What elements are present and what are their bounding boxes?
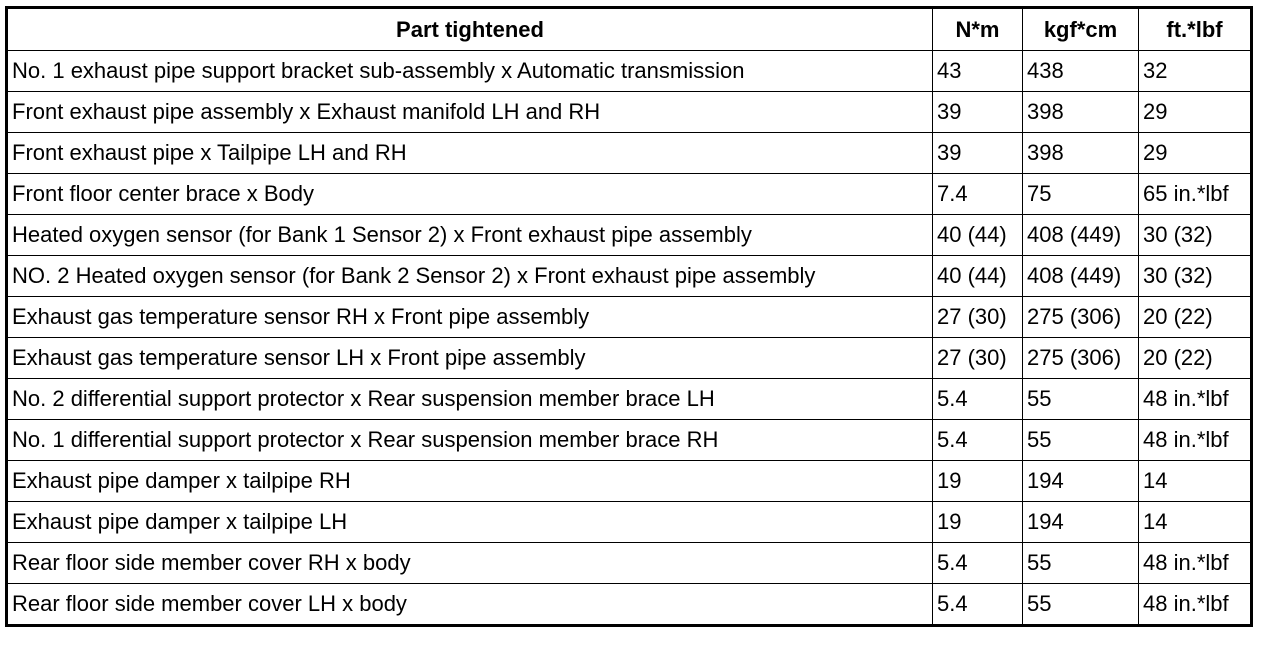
part-cell: Exhaust gas temperature sensor RH x Front pipe assembly (7, 297, 933, 338)
table-row (7, 256, 1252, 297)
kgf-cm-cell: 55 (1023, 420, 1139, 461)
nm-cell: 39 (933, 133, 1023, 174)
part-cell: Rear floor side member cover RH x body (7, 543, 933, 584)
kgf-cm-cell: 55 (1023, 584, 1139, 626)
nm-cell: 19 (933, 502, 1023, 543)
kgf-cm-cell: 408 (449) (1023, 256, 1139, 297)
table-row (7, 338, 1252, 379)
header-part-tightened: Part tightened (7, 8, 933, 51)
nm-cell: 19 (933, 461, 1023, 502)
nm-cell: 43 (933, 51, 1023, 92)
table-row (7, 215, 1252, 256)
kgf-cm-cell: 275 (306) (1023, 297, 1139, 338)
table-row (7, 297, 1252, 338)
table-row (7, 92, 1252, 133)
table-row (7, 51, 1252, 92)
ft-lbf-cell: 29 (1139, 133, 1252, 174)
torque-spec-table (5, 6, 1253, 627)
part-cell: Exhaust pipe damper x tailpipe LH (7, 502, 933, 543)
ft-lbf-cell: 14 (1139, 502, 1252, 543)
kgf-cm-cell: 194 (1023, 461, 1139, 502)
table-row (7, 584, 1252, 626)
ft-lbf-cell: 29 (1139, 92, 1252, 133)
kgf-cm-cell: 55 (1023, 543, 1139, 584)
kgf-cm-cell: 55 (1023, 379, 1139, 420)
part-cell: No. 2 differential support protector x Rear suspension member brace LH (7, 379, 933, 420)
part-cell: Front exhaust pipe assembly x Exhaust manifold LH and RH (7, 92, 933, 133)
nm-cell: 27 (30) (933, 297, 1023, 338)
header-kgf-cm: kgf*cm (1023, 8, 1139, 51)
ft-lbf-cell: 30 (32) (1139, 215, 1252, 256)
nm-cell: 39 (933, 92, 1023, 133)
table-row (7, 133, 1252, 174)
part-cell: Front floor center brace x Body (7, 174, 933, 215)
table-row (7, 502, 1252, 543)
ft-lbf-cell: 65 in.*lbf (1139, 174, 1252, 215)
part-cell: Heated oxygen sensor (for Bank 1 Sensor 2) x Front exhaust pipe assembly (7, 215, 933, 256)
nm-cell: 5.4 (933, 584, 1023, 626)
ft-lbf-cell: 48 in.*lbf (1139, 420, 1252, 461)
part-cell: No. 1 differential support protector x Rear suspension member brace RH (7, 420, 933, 461)
ft-lbf-cell: 30 (32) (1139, 256, 1252, 297)
header-ft-lbf: ft.*lbf (1139, 8, 1252, 51)
kgf-cm-cell: 275 (306) (1023, 338, 1139, 379)
table-row (7, 543, 1252, 584)
kgf-cm-cell: 398 (1023, 133, 1139, 174)
part-cell: Exhaust gas temperature sensor LH x Front pipe assembly (7, 338, 933, 379)
ft-lbf-cell: 48 in.*lbf (1139, 584, 1252, 626)
table-row (7, 174, 1252, 215)
ft-lbf-cell: 32 (1139, 51, 1252, 92)
ft-lbf-cell: 14 (1139, 461, 1252, 502)
part-cell: No. 1 exhaust pipe support bracket sub-assembly x Automatic transmission (7, 51, 933, 92)
kgf-cm-cell: 194 (1023, 502, 1139, 543)
nm-cell: 40 (44) (933, 215, 1023, 256)
nm-cell: 7.4 (933, 174, 1023, 215)
kgf-cm-cell: 398 (1023, 92, 1139, 133)
table-row (7, 420, 1252, 461)
kgf-cm-cell: 75 (1023, 174, 1139, 215)
kgf-cm-cell: 408 (449) (1023, 215, 1139, 256)
nm-cell: 27 (30) (933, 338, 1023, 379)
ft-lbf-cell: 48 in.*lbf (1139, 379, 1252, 420)
nm-cell: 40 (44) (933, 256, 1023, 297)
ft-lbf-cell: 20 (22) (1139, 338, 1252, 379)
nm-cell: 5.4 (933, 379, 1023, 420)
part-cell: NO. 2 Heated oxygen sensor (for Bank 2 Sensor 2) x Front exhaust pipe assembly (7, 256, 933, 297)
part-cell: Front exhaust pipe x Tailpipe LH and RH (7, 133, 933, 174)
ft-lbf-cell: 20 (22) (1139, 297, 1252, 338)
nm-cell: 5.4 (933, 420, 1023, 461)
part-cell: Exhaust pipe damper x tailpipe RH (7, 461, 933, 502)
header-row (7, 8, 1252, 51)
table-row (7, 379, 1252, 420)
table-body (7, 51, 1252, 626)
kgf-cm-cell: 438 (1023, 51, 1139, 92)
part-cell: Rear floor side member cover LH x body (7, 584, 933, 626)
header-nm: N*m (933, 8, 1023, 51)
ft-lbf-cell: 48 in.*lbf (1139, 543, 1252, 584)
table-row (7, 461, 1252, 502)
nm-cell: 5.4 (933, 543, 1023, 584)
